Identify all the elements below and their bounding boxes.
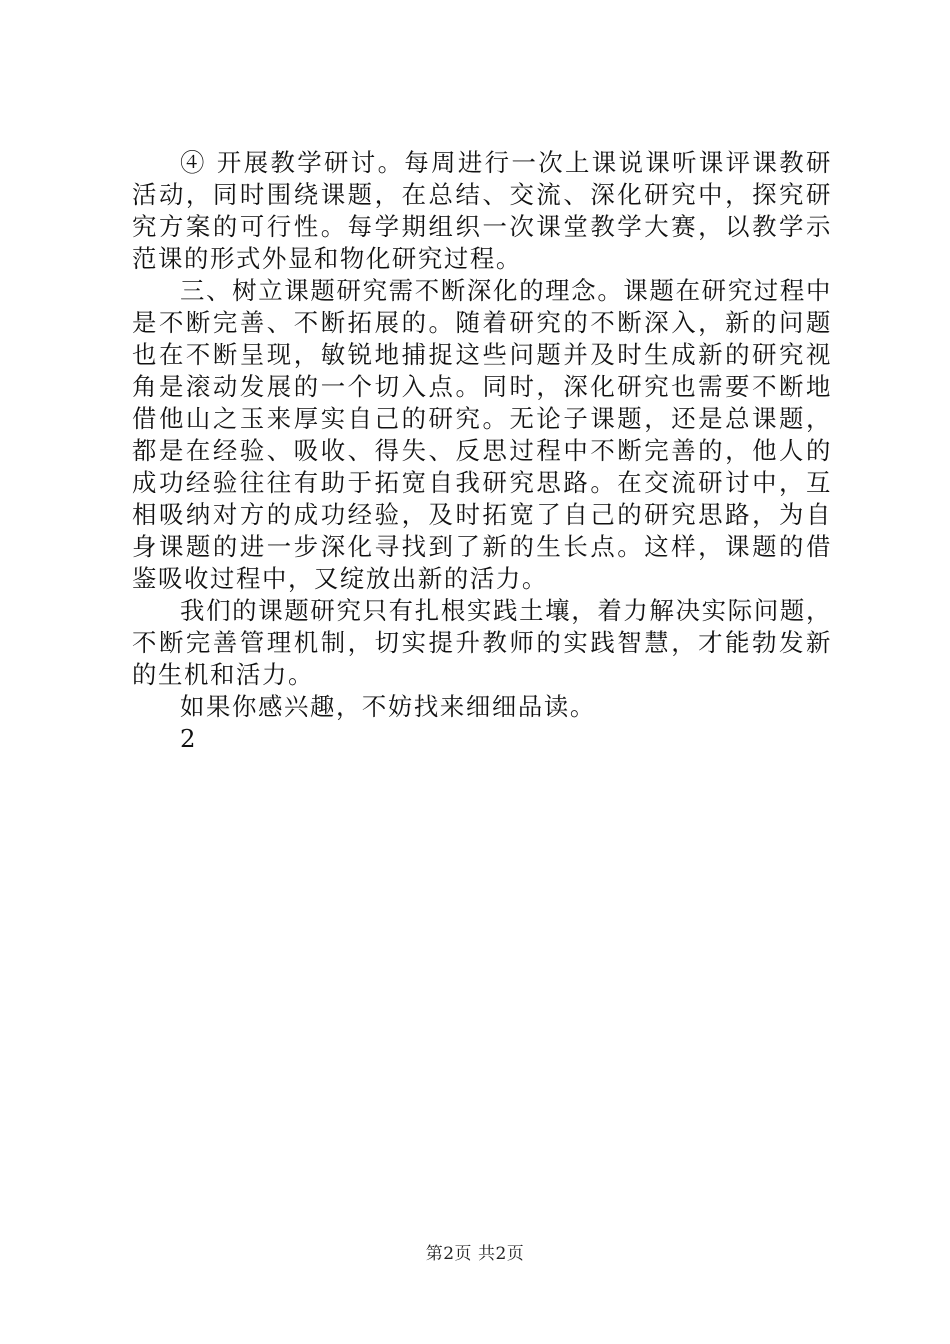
paragraph-deepening-research: 三、树立课题研究需不断深化的理念。课题在研究过程中是不断完善、不断拓展的。随着研究的不断深入，新的问题也在不断呈现，敏锐地捕捉这些问题并及时生成新的研究视角是滚动发展的一个切入点。同时，深化研究也需要不断地借他山之玉来厚实自己的研究。无论子课题，还是总课题，都是在经验、吸收、得失、反思过程中不断完善的，他人的成功经验往往有助于拓宽自我研究思路。在交流研讨中，互相吸纳对方的成功经验，及时拓宽了自己的研究思路，为自身课题的进一步深化寻找到了新的生长点。这样，课题的借鉴吸收过程中，又绽放出新的活力。 [132, 276, 832, 593]
paragraph-teaching-seminar: ④ 开展教学研讨。每周进行一次上课说课听课评课教研活动，同时围绕课题，在总结、交流、深化研究中，探究研究方案的可行性。每学期组织一次课堂教学大赛，以教学示范课的形式外显和物化研究过程。 [132, 148, 832, 273]
paragraph-invitation: 如果你感兴趣，不妨找来细细品读。 [180, 692, 596, 721]
page-footer: 第2页 共2页 [425, 1244, 525, 1264]
paragraph-number: 2 [180, 724, 198, 753]
document-body [132, 147, 832, 755]
paragraph-conclusion: 我们的课题研究只有扎根实践土壤，着力解决实际问题，不断完善管理机制，切实提升教师的实践智慧，才能勃发新的生机和活力。 [132, 596, 832, 689]
